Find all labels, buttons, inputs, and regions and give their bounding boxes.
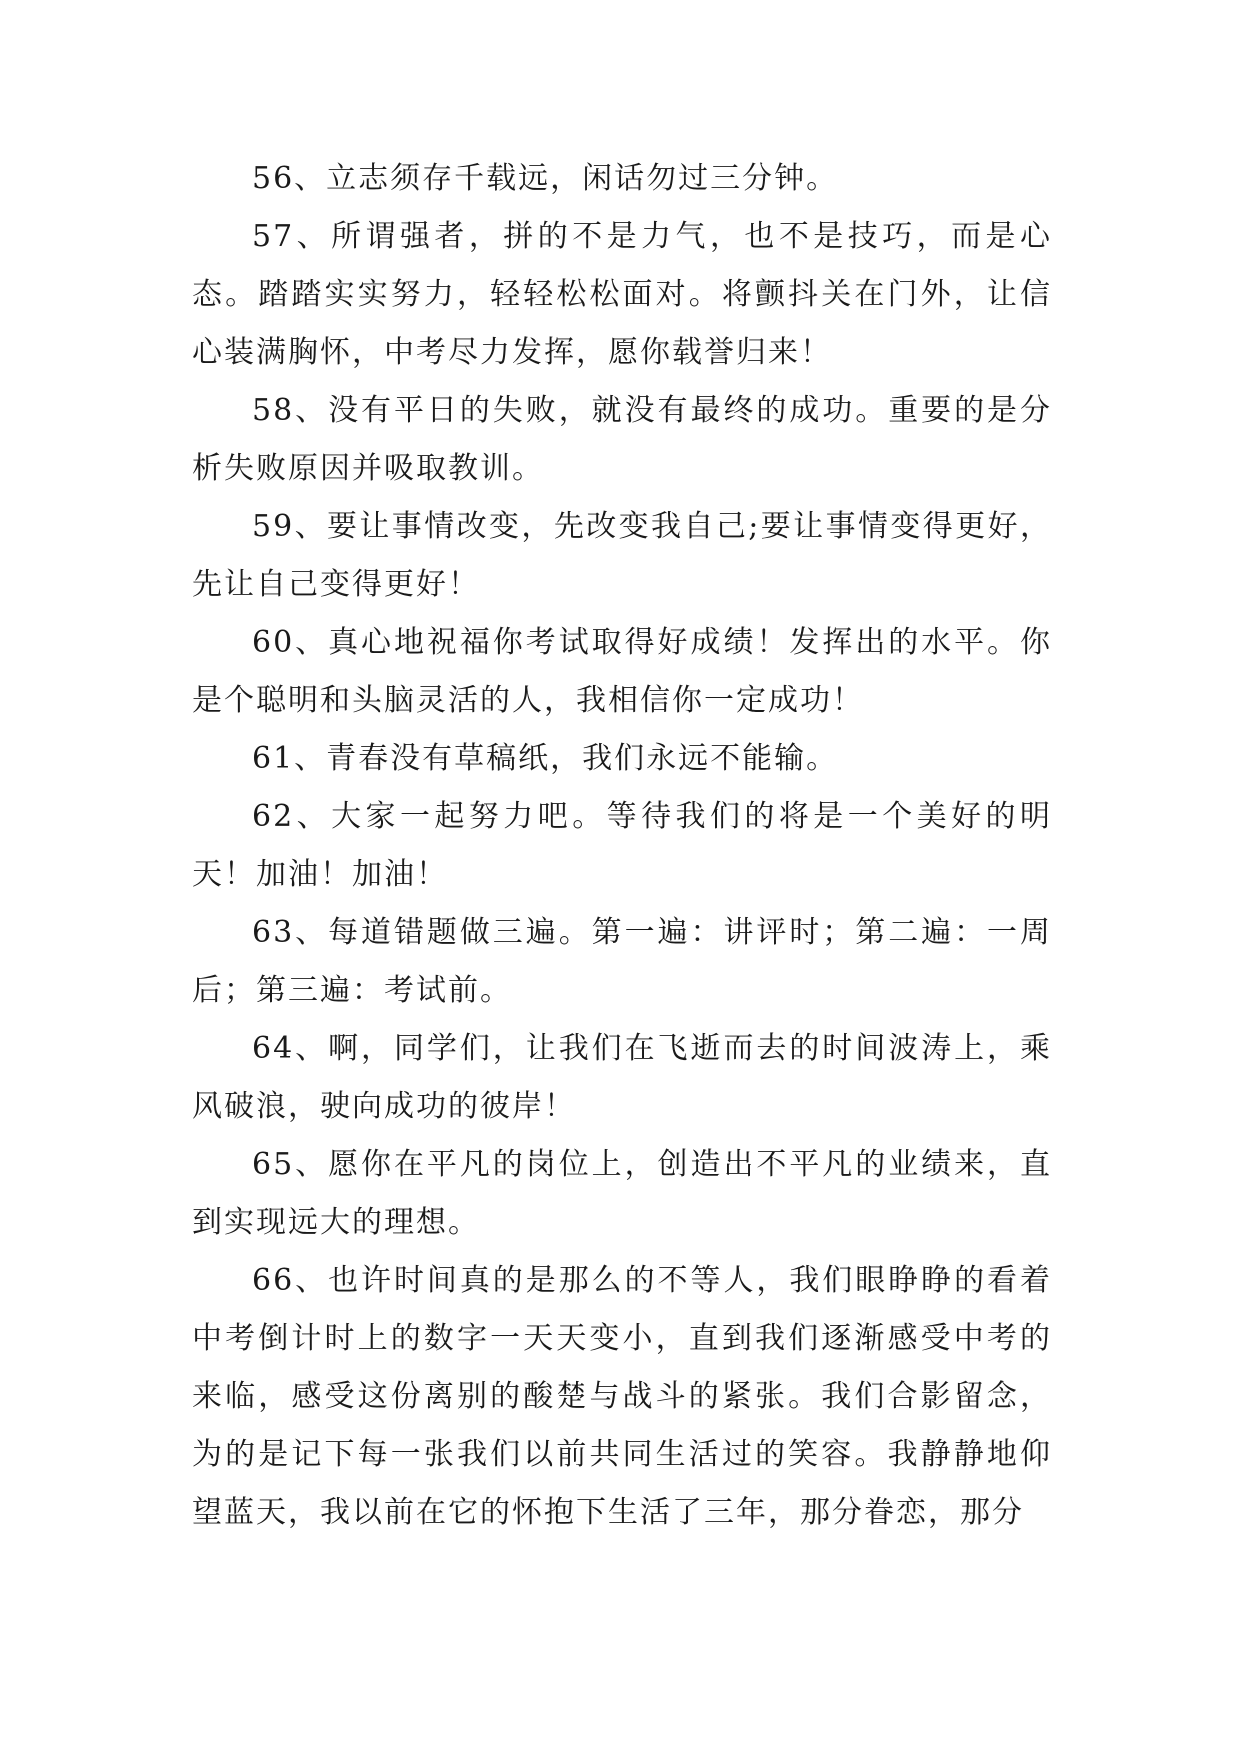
paragraph-64: 64、啊，同学们，让我们在飞逝而去的时间波涛上，乘风破浪，驶向成功的彼岸！ <box>192 1031 1052 1124</box>
paragraph-66: 66、也许时间真的是那么的不等人，我们眼睁睁的看着中考倒计时上的数字一天天变小，直到我们逐渐感受中考的来临，感受这份离别的酸楚与战斗的紧张。我们合影留念，为的是记下每一张我们以前共同生活过的笑容。我静静地仰望蓝天，我以前在它的怀抱下生活了三年，那分眷恋，那分 <box>192 1263 1052 1530</box>
paragraph-62: 62、大家一起努力吧。等待我们的将是一个美好的明天！加油！加油！ <box>192 799 1052 892</box>
paragraph-56: 56、立志须存千载远，闲话勿过三分钟。 <box>252 161 839 196</box>
paragraph-58: 58、没有平日的失败，就没有最终的成功。重要的是分析失败原因并吸取教训。 <box>192 393 1052 486</box>
paragraph-65: 65、愿你在平凡的岗位上，创造出不平凡的业绩来，直到实现远大的理想。 <box>192 1147 1052 1240</box>
paragraph-63: 63、每道错题做三遍。第一遍：讲评时；第二遍：一周后；第三遍：考试前。 <box>192 915 1052 1008</box>
paragraph-61: 61、青春没有草稿纸，我们永远不能输。 <box>252 741 839 776</box>
paragraph-59: 59、要让事情改变，先改变我自己;要让事情变得更好，先让自己变得更好！ <box>192 509 1052 602</box>
paragraph-60: 60、真心地祝福你考试取得好成绩！发挥出的水平。你是个聪明和头脑灵活的人，我相信你一定成功！ <box>192 625 1052 718</box>
paragraph-57: 57、所谓强者，拼的不是力气，也不是技巧，而是心态。踏踏实实努力，轻轻松松面对。将颤抖关在门外，让信心装满胸怀，中考尽力发挥，愿你载誉归来！ <box>192 219 1052 370</box>
document-page <box>192 150 1052 1542</box>
